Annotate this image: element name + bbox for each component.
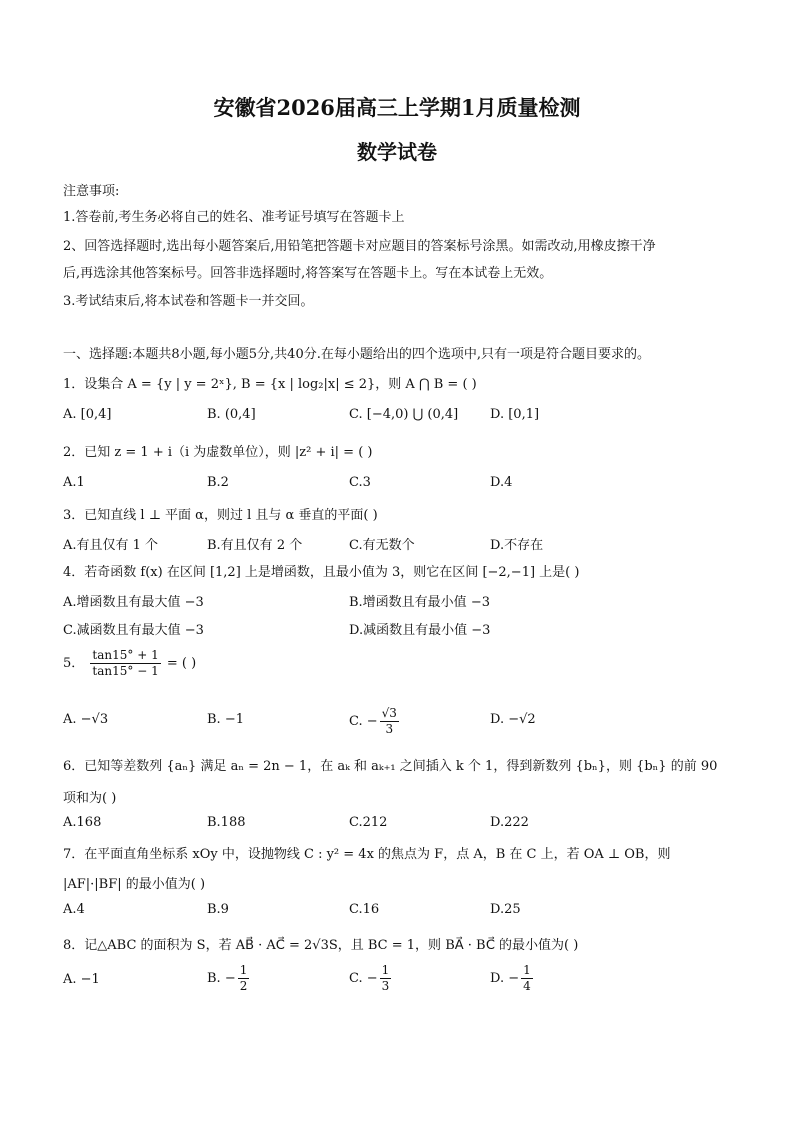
section-heading: 一、选择题:本题共8小题,每小题5分,共40分.在每小题给出的四个选项中,只有一项是符合题目要求的。: [63, 347, 650, 362]
option-c: C.3: [349, 475, 371, 490]
notice-item-2: 2、回答选择题时,选出每小题答案后,用铅笔把答题卡对应题目的答案标号涂黑。如需改动,用橡皮擦干净: [63, 239, 656, 254]
question-6-stem-cont: 项和为( ): [63, 791, 117, 806]
option-a: A. −√3: [63, 712, 109, 727]
option-a: A.1: [63, 475, 85, 490]
question-6-options: [63, 815, 743, 839]
exam-title: 安徽省2026届高三上学期1月质量检测: [213, 95, 581, 120]
question-8-options: [63, 963, 743, 999]
option-d-fraction: [521, 963, 533, 994]
exam-subtitle: 数学试卷: [357, 140, 437, 164]
question-3-options: [63, 534, 743, 558]
fraction-denominator: 4: [523, 979, 531, 993]
question-1-options: [63, 407, 743, 431]
question-7-stem: 7．在平面直角坐标系 xOy 中，设抛物线 C : y² = 4x 的焦点为 F，点 A，B 在 C 上，若 OA ⊥ OB，则: [63, 847, 671, 862]
option-a: A.有且仅有 1 个: [63, 538, 159, 553]
question-7-options: [63, 902, 743, 926]
notice-item-1: 1.答卷前,考生务必将自己的姓名、准考证号填写在答题卡上: [63, 210, 405, 225]
option-c-fraction: [380, 963, 392, 994]
option-d: [490, 963, 535, 994]
option-a: A.168: [63, 815, 102, 830]
question-3-stem: 3．已知直线 l ⊥ 平面 α，则过 l 且与 α 垂直的平面( ): [63, 508, 378, 523]
notice-item-2-cont: 后,再选涂其他答案标号。回答非选择题时,将答案写在答题卡上。写在本试卷上无效。: [63, 266, 553, 281]
option-d: D.222: [490, 815, 529, 830]
question-8-stem: 8．记△ABC 的面积为 S，若 AB⃗ · AC⃗ = 2√3S，且 BC = 1，则 BA⃗ · BC⃗ 的最小值为( ): [63, 938, 579, 953]
notice-item-3: 3.考试结束后,将本试卷和答题卡一并交回。: [63, 294, 314, 309]
option-b: B.188: [207, 815, 246, 830]
question-2-options: [63, 475, 743, 499]
option-b: B. −1: [207, 712, 244, 727]
option-b: B.2: [207, 475, 229, 490]
option-b: B.9: [207, 902, 229, 917]
option-b: B.有且仅有 2 个: [207, 538, 303, 553]
question-5-fraction: [90, 648, 160, 679]
fraction-numerator: 1: [523, 963, 531, 977]
question-6-stem: 6．已知等差数列 {aₙ} 满足 aₙ = 2n − 1，在 aₖ 和 aₖ₊₁ 之间插入 k 个 1，得到新数列 {bₙ}，则 {bₙ} 的前 90: [63, 759, 718, 774]
option-b-fraction: [238, 963, 250, 994]
question-5-number: 5．: [63, 656, 85, 671]
option-d: D. [0,1]: [490, 407, 540, 422]
option-d: D. −√2: [490, 712, 536, 727]
question-4-stem: 4．若奇函数 f(x) 在区间 [1,2] 上是增函数，且最小值为 3，则它在区间 [−2,−1] 上是( ): [63, 565, 580, 580]
fraction-denominator: 2: [239, 979, 248, 993]
question-2-stem: 2．已知 z = 1 + i（i 为虚数单位），则 |z² + i| = ( ): [63, 445, 373, 460]
option-c-fraction: [380, 706, 399, 737]
option-a: A.4: [63, 902, 85, 917]
fraction-denominator: 3: [381, 979, 390, 993]
option-c: C.减函数且有最大值 −3: [63, 623, 204, 638]
option-b: [207, 963, 251, 994]
option-c: C.16: [349, 902, 380, 917]
option-c: C.212: [349, 815, 388, 830]
question-5-suffix: = ( ): [166, 656, 197, 671]
question-4-options-row2: [63, 619, 743, 643]
option-a: A.增函数且有最大值 −3: [63, 595, 204, 610]
fraction-denominator: 3: [385, 722, 394, 736]
option-d: D.减函数且有最小值 −3: [349, 623, 491, 638]
option-c-label: C. −: [349, 714, 378, 729]
question-5-stem: [63, 648, 196, 679]
option-c: [349, 963, 393, 994]
option-a: A. [0,4]: [63, 407, 112, 422]
fraction-numerator: √3: [381, 706, 397, 720]
fraction-numerator: tan15° + 1: [92, 648, 159, 662]
option-b-label: B. −: [207, 971, 236, 986]
option-c: C. [−4,0) ⋃ (0,4]: [349, 407, 459, 422]
option-b: B.增函数且有最小值 −3: [349, 595, 490, 610]
option-a: A. −1: [63, 972, 100, 987]
question-7-stem-cont: |AF|·|BF| 的最小值为( ): [63, 877, 206, 892]
fraction-numerator: 1: [381, 963, 390, 977]
question-1-stem: 1．设集合 A = {y | y = 2ˣ}, B = {x | log₂|x| ≤ 2}，则 A ⋂ B = ( ): [63, 377, 477, 392]
option-d: D.25: [490, 902, 521, 917]
option-b: B. (0,4]: [207, 407, 256, 422]
option-c: [349, 706, 401, 737]
notice-heading: 注意事项:: [63, 184, 120, 199]
option-c-label: C. −: [349, 971, 378, 986]
option-d: D.不存在: [490, 538, 544, 553]
option-c: C.有无数个: [349, 538, 415, 553]
option-d: D.4: [490, 475, 513, 490]
question-4-options-row1: [63, 591, 743, 615]
fraction-denominator: tan15° − 1: [92, 664, 159, 678]
option-d-label: D. −: [490, 971, 520, 986]
question-5-options: [63, 706, 743, 742]
fraction-numerator: 1: [239, 963, 248, 977]
